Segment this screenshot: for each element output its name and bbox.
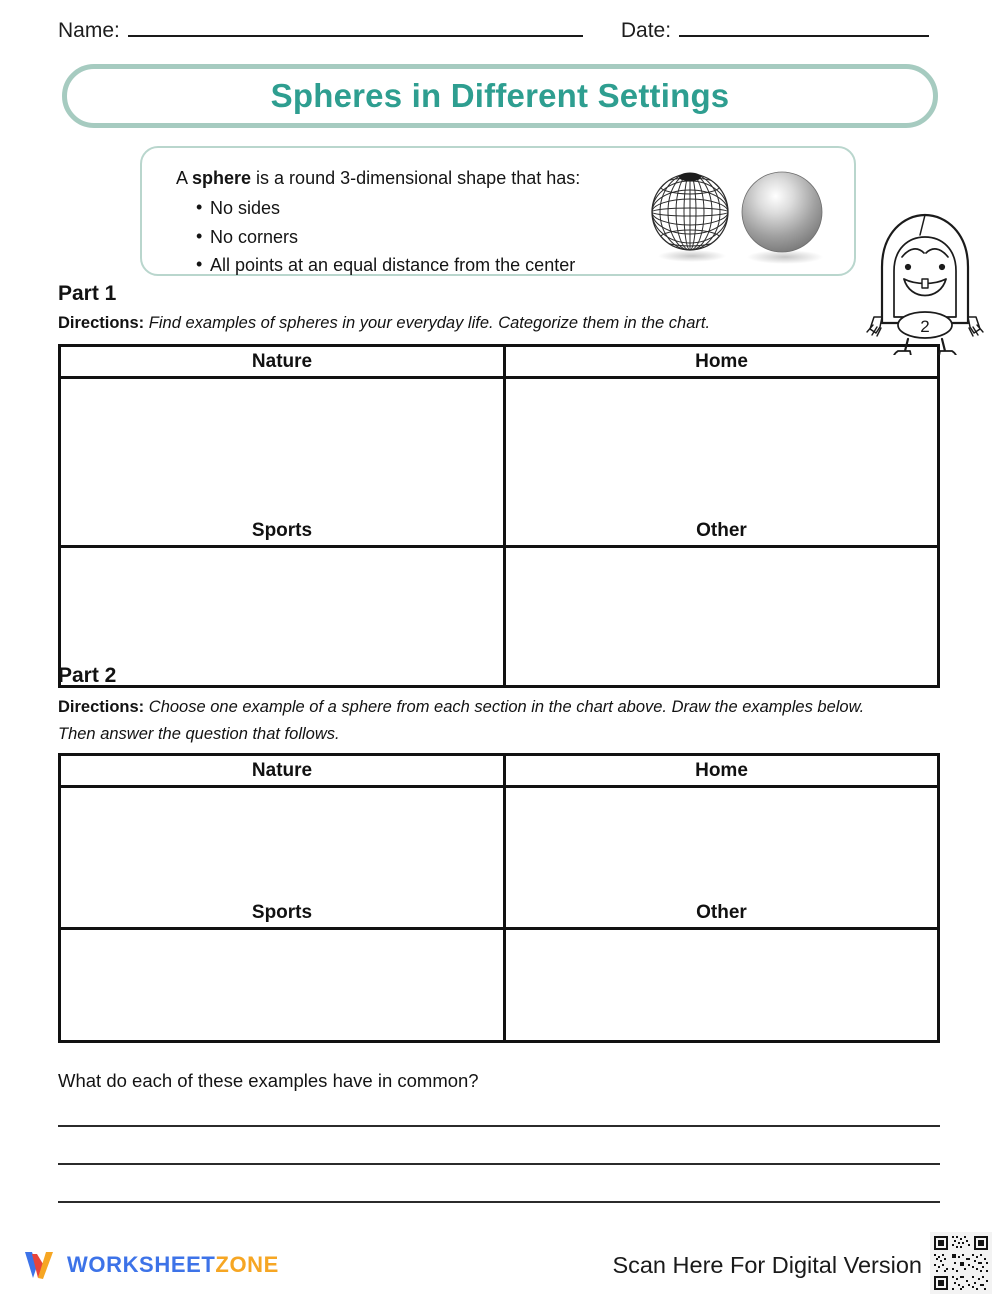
name-write-line[interactable] [128, 18, 583, 37]
column-header-sports: Sports [61, 516, 506, 548]
w-logo-icon [22, 1248, 58, 1282]
title-banner [62, 64, 938, 128]
logo-secondary-text: ZONE [215, 1252, 279, 1277]
column-header-home: Home [506, 756, 937, 788]
date-write-line[interactable] [679, 18, 929, 37]
table-row [61, 788, 937, 898]
scan-prompt-text: Scan Here For Digital Version [612, 1252, 922, 1278]
part2-directions-label: Directions: [58, 698, 145, 716]
definition-lead [176, 164, 656, 192]
date-label: Date: [620, 19, 672, 42]
table-row [61, 347, 937, 379]
column-header-sports: Sports [61, 898, 506, 930]
closing-question: What do each of these examples have in common? [58, 1070, 479, 1091]
part2-directions-text: Choose one example of a sphere from each section in the chart above. Draw the examples below. Then answer the question that follows. [58, 698, 865, 743]
column-header-nature: Nature [61, 756, 506, 788]
answer-line[interactable] [58, 1125, 940, 1127]
answer-line[interactable] [58, 1201, 940, 1203]
part1-directions [58, 310, 903, 337]
table-row [61, 898, 937, 930]
column-header-nature: Nature [61, 347, 506, 379]
drawing-cell-home[interactable] [506, 788, 937, 898]
definition-text-block [176, 164, 656, 280]
table-row [61, 379, 937, 516]
sphere-illustrations [642, 162, 838, 266]
part1-heading: Part 1 [58, 282, 117, 305]
part2-directions [58, 694, 903, 748]
column-header-other: Other [506, 898, 937, 930]
table-row [61, 930, 937, 1040]
list-item: • No sides [210, 194, 656, 223]
answer-cell-home[interactable] [506, 379, 937, 516]
wireframe-globe-icon [652, 173, 728, 263]
page-title: Spheres in Different Settings [270, 77, 730, 114]
part2-drawing-table [58, 753, 940, 1043]
definition-bullet-list [176, 194, 656, 280]
mascot-badge-number: 2 [920, 317, 930, 336]
part2-heading: Part 2 [58, 664, 117, 687]
worksheet-zone-logo[interactable] [22, 1248, 279, 1282]
definition-keyword: sphere [192, 168, 252, 188]
drawing-cell-sports[interactable] [61, 930, 506, 1040]
drawing-cell-other[interactable] [506, 930, 937, 1040]
answer-line[interactable] [58, 1163, 940, 1165]
table-row [61, 548, 937, 685]
definition-box [140, 146, 856, 276]
part1-directions-label: Directions: [58, 314, 145, 332]
answer-cell-other[interactable] [506, 548, 937, 685]
answer-cell-nature[interactable] [61, 379, 506, 516]
qr-code-icon[interactable] [930, 1232, 992, 1294]
name-label: Name: [58, 19, 120, 42]
name-date-row [58, 18, 958, 52]
drawing-cell-nature[interactable] [61, 788, 506, 898]
definition-lead-suffix: is a round 3-dimensional shape that has: [251, 168, 581, 188]
table-row [61, 516, 937, 548]
mascot-character-icon [860, 205, 990, 355]
answer-cell-sports[interactable] [61, 548, 506, 685]
column-header-other: Other [506, 516, 937, 548]
list-item: • All points at an equal distance from the center [210, 251, 656, 280]
part1-directions-text: Find examples of spheres in your everyday life. Categorize them in the chart. [148, 314, 711, 332]
table-row [61, 756, 937, 788]
part1-chart-table [58, 344, 940, 688]
definition-lead-prefix: A [176, 168, 193, 188]
column-header-home: Home [506, 347, 937, 379]
list-item: • No corners [210, 223, 656, 252]
logo-primary-text: WORKSHEET [67, 1252, 216, 1277]
shaded-sphere-icon [742, 172, 823, 264]
